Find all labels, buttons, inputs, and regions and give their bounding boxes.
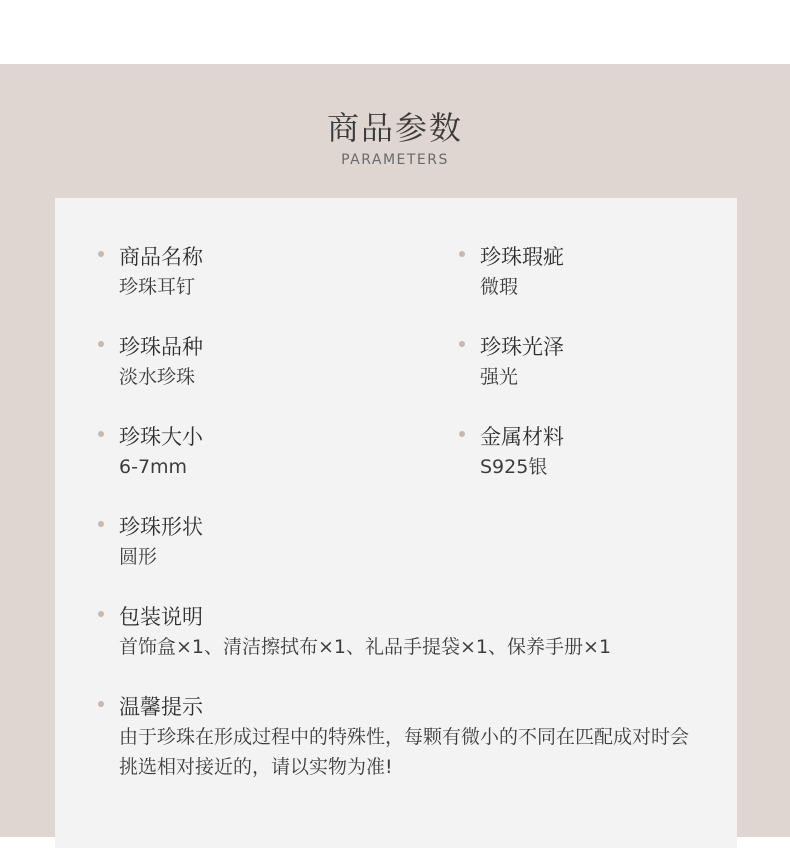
param-item-size: [119, 422, 203, 482]
param-label: 金属材料: [480, 425, 564, 449]
section-heading: [0, 108, 790, 170]
top-spacer: [0, 0, 790, 64]
param-label: 珍珠光泽: [480, 335, 564, 359]
bullet-icon: [98, 521, 104, 527]
parameters-card: [55, 198, 737, 848]
param-item-luster: [480, 332, 564, 392]
param-value: 微瑕: [480, 276, 519, 298]
param-item-tips: [119, 692, 704, 782]
section-subtitle: PARAMETERS: [341, 152, 449, 168]
param-label: 珍珠品种: [119, 335, 203, 359]
param-item-metal: [480, 422, 564, 482]
param-item-name: [119, 242, 203, 302]
param-label: 温馨提示: [119, 695, 203, 719]
section-title: 商品参数: [326, 109, 463, 147]
bullet-icon: [98, 611, 104, 617]
param-value: S925银: [480, 456, 548, 478]
bullet-icon: [459, 251, 465, 257]
param-value: 强光: [480, 366, 519, 388]
param-item-shape: [119, 512, 203, 572]
param-label: 珍珠形状: [119, 515, 203, 539]
param-label: 珍珠瑕疵: [480, 245, 564, 269]
param-value: 由于珍珠在形成过程中的特殊性，每颗有微小的不同在匹配成对时会挑选相对接近的，请以实物为准!: [119, 726, 690, 778]
parameters-section: [0, 64, 790, 837]
param-value: 淡水珍珠: [119, 366, 196, 388]
bullet-icon: [98, 341, 104, 347]
param-item-package: [119, 602, 611, 662]
bullet-icon: [98, 701, 104, 707]
bullet-icon: [98, 251, 104, 257]
param-label: 包装说明: [119, 605, 203, 629]
bullet-icon: [98, 431, 104, 437]
param-item-variety: [119, 332, 203, 392]
param-item-flaw: [480, 242, 564, 302]
param-value: 珍珠耳钉: [119, 276, 196, 298]
param-label: 商品名称: [119, 245, 203, 269]
param-label: 珍珠大小: [119, 425, 203, 449]
bullet-icon: [459, 431, 465, 437]
param-value: 首饰盒×1、清洁擦拭布×1、礼品手提袋×1、保养手册×1: [119, 636, 612, 658]
bullet-icon: [459, 341, 465, 347]
param-value: 圆形: [119, 546, 158, 568]
param-value: 6-7mm: [119, 456, 188, 478]
